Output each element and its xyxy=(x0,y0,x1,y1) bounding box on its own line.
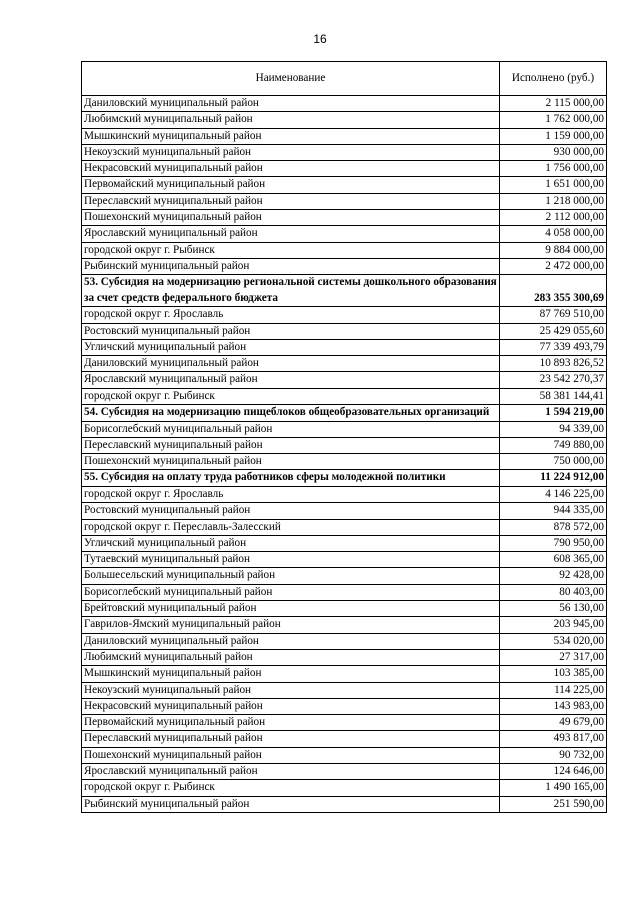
table-row xyxy=(82,177,607,193)
row-amount: 80 403,00 xyxy=(500,584,607,600)
row-name: Ярославский муниципальный район xyxy=(82,763,500,779)
row-name: Ростовский муниципальный район xyxy=(82,323,500,339)
table-row xyxy=(82,698,607,714)
section-row xyxy=(82,470,607,487)
row-name: Даниловский муниципальный район xyxy=(82,633,500,649)
row-name: Рыбинский муниципальный район xyxy=(82,258,500,274)
row-name: Пошехонский муниципальный район xyxy=(82,454,500,470)
table-row xyxy=(82,356,607,372)
row-amount: 1 159 000,00 xyxy=(500,128,607,144)
table-row xyxy=(82,96,607,112)
table-row xyxy=(82,486,607,502)
row-amount: 251 590,00 xyxy=(500,796,607,812)
table-row xyxy=(82,617,607,633)
table-row xyxy=(82,503,607,519)
row-name: Пошехонский муниципальный район xyxy=(82,210,500,226)
table-row xyxy=(82,568,607,584)
row-amount: 56 130,00 xyxy=(500,601,607,617)
subsidy-table xyxy=(81,61,607,813)
row-amount: 1 756 000,00 xyxy=(500,161,607,177)
row-amount: 493 817,00 xyxy=(500,731,607,747)
table-row xyxy=(82,307,607,323)
row-name: Переславский муниципальный район xyxy=(82,193,500,209)
table-row xyxy=(82,258,607,274)
row-amount: 49 679,00 xyxy=(500,715,607,731)
table-row xyxy=(82,210,607,226)
row-amount: 2 115 000,00 xyxy=(500,96,607,112)
table-row xyxy=(82,421,607,437)
table-row xyxy=(82,666,607,682)
table-row xyxy=(82,649,607,665)
row-name: городской округ г. Рыбинск xyxy=(82,242,500,258)
row-amount: 534 020,00 xyxy=(500,633,607,649)
row-amount: 749 880,00 xyxy=(500,437,607,453)
row-amount: 4 146 225,00 xyxy=(500,486,607,502)
table-row xyxy=(82,388,607,404)
row-name: Даниловский муниципальный район xyxy=(82,356,500,372)
section-row xyxy=(82,275,607,307)
table-body xyxy=(82,96,607,813)
row-name: городской округ г. Ярославль xyxy=(82,486,500,502)
row-amount: 790 950,00 xyxy=(500,535,607,551)
column-header-amount: Исполнено (руб.) xyxy=(500,62,607,96)
section-total: 1 594 219,00 xyxy=(500,405,607,422)
row-amount: 944 335,00 xyxy=(500,503,607,519)
table-row xyxy=(82,519,607,535)
row-name: Большесельский муниципальный район xyxy=(82,568,500,584)
table-row xyxy=(82,128,607,144)
table-row xyxy=(82,633,607,649)
row-amount: 1 651 000,00 xyxy=(500,177,607,193)
row-name: Переславский муниципальный район xyxy=(82,437,500,453)
section-total: 11 224 912,00 xyxy=(500,470,607,487)
row-amount: 143 983,00 xyxy=(500,698,607,714)
row-name: Некрасовский муниципальный район xyxy=(82,698,500,714)
row-amount: 1 218 000,00 xyxy=(500,193,607,209)
row-name: городской округ г. Переславль-Залесский xyxy=(82,519,500,535)
table-row xyxy=(82,601,607,617)
row-name: Мышкинский муниципальный район xyxy=(82,666,500,682)
row-amount: 124 646,00 xyxy=(500,763,607,779)
table-row xyxy=(82,193,607,209)
row-amount: 23 542 270,37 xyxy=(500,372,607,388)
row-amount: 203 945,00 xyxy=(500,617,607,633)
row-name: Мышкинский муниципальный район xyxy=(82,128,500,144)
table-row xyxy=(82,682,607,698)
row-name: Борисоглебский муниципальный район xyxy=(82,584,500,600)
row-name: Угличский муниципальный район xyxy=(82,339,500,355)
row-name: Тутаевский муниципальный район xyxy=(82,552,500,568)
table-row xyxy=(82,454,607,470)
row-amount: 103 385,00 xyxy=(500,666,607,682)
row-name: Переславский муниципальный район xyxy=(82,731,500,747)
table-row xyxy=(82,796,607,812)
row-amount: 114 225,00 xyxy=(500,682,607,698)
row-amount: 2 112 000,00 xyxy=(500,210,607,226)
table-row xyxy=(82,780,607,796)
row-name: Первомайский муниципальный район xyxy=(82,177,500,193)
row-name: городской округ г. Рыбинск xyxy=(82,780,500,796)
column-header-name: Наименование xyxy=(82,62,500,96)
row-amount: 608 365,00 xyxy=(500,552,607,568)
table-row xyxy=(82,584,607,600)
row-amount: 750 000,00 xyxy=(500,454,607,470)
table-row xyxy=(82,242,607,258)
row-name: Ярославский муниципальный район xyxy=(82,372,500,388)
row-name: Некоузский муниципальный район xyxy=(82,144,500,160)
page-number: 16 xyxy=(313,32,327,46)
table-row xyxy=(82,339,607,355)
table-row xyxy=(82,552,607,568)
row-name: Любимский муниципальный район xyxy=(82,649,500,665)
table-row xyxy=(82,747,607,763)
table-row xyxy=(82,535,607,551)
section-title: 54. Субсидия на модернизацию пищеблоков общеобразовательных организаций xyxy=(82,405,500,422)
table-row xyxy=(82,112,607,128)
row-name: городской округ г. Ярославль xyxy=(82,307,500,323)
row-amount: 27 317,00 xyxy=(500,649,607,665)
section-row xyxy=(82,405,607,422)
row-name: Брейтовский муниципальный район xyxy=(82,601,500,617)
row-amount: 87 769 510,00 xyxy=(500,307,607,323)
table-row xyxy=(82,372,607,388)
row-amount: 4 058 000,00 xyxy=(500,226,607,242)
table-row xyxy=(82,323,607,339)
table-row xyxy=(82,731,607,747)
row-amount: 58 381 144,41 xyxy=(500,388,607,404)
row-amount: 930 000,00 xyxy=(500,144,607,160)
table-row xyxy=(82,763,607,779)
table-row xyxy=(82,437,607,453)
table-row xyxy=(82,144,607,160)
row-name: Первомайский муниципальный район xyxy=(82,715,500,731)
table-row xyxy=(82,161,607,177)
row-name: Борисоглебский муниципальный район xyxy=(82,421,500,437)
row-name: Некоузский муниципальный район xyxy=(82,682,500,698)
row-name: Даниловский муниципальный район xyxy=(82,96,500,112)
row-amount: 94 339,00 xyxy=(500,421,607,437)
row-amount: 878 572,00 xyxy=(500,519,607,535)
table-header xyxy=(82,62,607,96)
row-name: Ярославский муниципальный район xyxy=(82,226,500,242)
section-title: 55. Субсидия на оплату труда работников сферы молодежной политики xyxy=(82,470,500,487)
row-name: Любимский муниципальный район xyxy=(82,112,500,128)
row-name: Ростовский муниципальный район xyxy=(82,503,500,519)
row-name: Рыбинский муниципальный район xyxy=(82,796,500,812)
row-amount: 9 884 000,00 xyxy=(500,242,607,258)
row-name: Некрасовский муниципальный район xyxy=(82,161,500,177)
row-name: городской округ г. Рыбинск xyxy=(82,388,500,404)
table-row xyxy=(82,715,607,731)
row-amount: 10 893 826,52 xyxy=(500,356,607,372)
row-name: Угличский муниципальный район xyxy=(82,535,500,551)
row-amount: 25 429 055,60 xyxy=(500,323,607,339)
row-amount: 1 762 000,00 xyxy=(500,112,607,128)
row-name: Гаврилов-Ямский муниципальный район xyxy=(82,617,500,633)
section-title: 53. Субсидия на модернизацию региональной системы дошкольного образования за счет средств федерального бюджета xyxy=(82,275,500,307)
section-total: 283 355 300,69 xyxy=(500,275,607,307)
row-amount: 2 472 000,00 xyxy=(500,258,607,274)
row-amount: 92 428,00 xyxy=(500,568,607,584)
row-amount: 90 732,00 xyxy=(500,747,607,763)
row-amount: 1 490 165,00 xyxy=(500,780,607,796)
row-amount: 77 339 493,79 xyxy=(500,339,607,355)
table-row xyxy=(82,226,607,242)
row-name: Пошехонский муниципальный район xyxy=(82,747,500,763)
